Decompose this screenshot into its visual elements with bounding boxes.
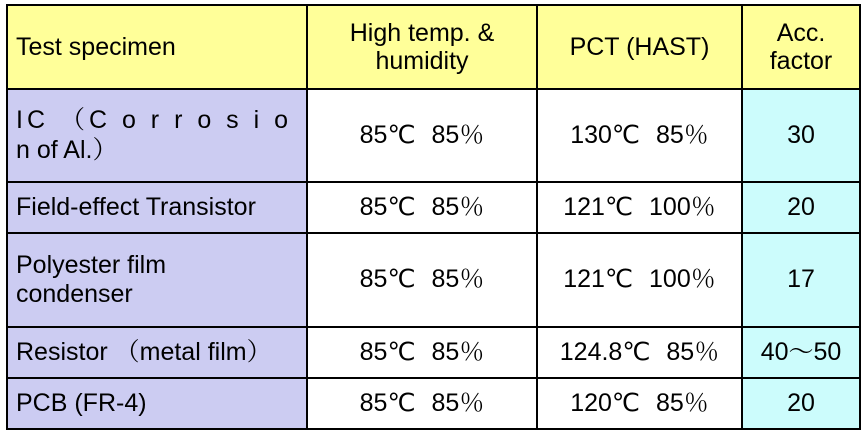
column-header-test-specimen: Test specimen <box>7 5 307 89</box>
column-header-high-temp-humidity <box>307 5 537 89</box>
humidity-rh-value: 85％ <box>431 265 485 294</box>
cell-test-specimen-line2: n of Al.） <box>16 135 118 164</box>
cell-test-specimen <box>7 233 307 326</box>
cell-pct-hast <box>537 182 742 233</box>
table-row <box>7 89 860 182</box>
humidity-temp-value: 85℃ <box>359 337 416 366</box>
pct-temp-value: 130℃ <box>570 120 640 149</box>
header-row <box>7 5 860 89</box>
table-row <box>7 233 860 326</box>
cell-high-temp-humidity <box>307 378 537 429</box>
pct-rh-value: 85％ <box>655 388 709 417</box>
cell-acc-factor: 20 <box>742 182 860 233</box>
cell-pct-hast <box>537 327 742 378</box>
cell-test-specimen: PCB (FR-4) <box>7 378 307 429</box>
acceleration-factor-table <box>6 4 861 430</box>
cell-acc-factor: 30 <box>742 89 860 182</box>
column-header-acc-factor-line1: Acc. <box>776 19 826 47</box>
cell-high-temp-humidity <box>307 182 537 233</box>
pct-value-wrapper <box>546 338 733 367</box>
cell-high-temp-humidity <box>307 89 537 182</box>
cell-test-specimen: Field-effect Transistor <box>7 182 307 233</box>
pct-temp-value: 121℃ <box>563 265 634 294</box>
column-header-high-temp-humidity-line1: High temp. & <box>349 19 495 47</box>
table-body <box>7 89 860 429</box>
humidity-temp-value: 85℃ <box>359 388 416 417</box>
cell-test-specimen <box>7 89 307 182</box>
cell-high-temp-humidity <box>307 233 537 326</box>
cell-acc-factor: 40～50 <box>742 327 860 378</box>
humidity-temp-value: 85℃ <box>359 265 416 294</box>
humidity-rh-value: 85％ <box>431 388 485 417</box>
humidity-rh-value: 85％ <box>431 337 485 366</box>
cell-test-specimen: Resistor （metal film） <box>7 327 307 378</box>
table-row <box>7 327 860 378</box>
column-header-acc-factor <box>742 5 860 89</box>
column-header-pct-hast: PCT (HAST) <box>537 5 742 89</box>
humidity-temp-value: 85℃ <box>359 120 416 149</box>
cell-high-temp-humidity <box>307 327 537 378</box>
pct-temp-value: 124.8℃ <box>559 338 651 367</box>
table-row <box>7 182 860 233</box>
pct-rh-value: 100％ <box>649 193 716 222</box>
humidity-rh-value: 85％ <box>431 120 485 149</box>
pct-rh-value: 85％ <box>655 120 709 149</box>
table-row <box>7 378 860 429</box>
humidity-rh-value: 85％ <box>431 193 485 222</box>
cell-test-specimen-line1: Polyester film <box>16 250 167 279</box>
cell-test-specimen-line2: condenser <box>16 280 133 309</box>
humidity-temp-value: 85℃ <box>359 193 416 222</box>
table-header <box>7 5 860 89</box>
cell-pct-hast <box>537 89 742 182</box>
column-header-acc-factor-line2: factor <box>769 47 833 75</box>
column-header-high-temp-humidity-line2: humidity <box>375 47 469 75</box>
cell-acc-factor: 20 <box>742 378 860 429</box>
pct-rh-value: 100％ <box>649 265 716 294</box>
pct-temp-value: 121℃ <box>563 193 634 222</box>
pct-temp-value: 120℃ <box>570 388 640 417</box>
pct-rh-value: 85％ <box>666 338 720 367</box>
cell-pct-hast <box>537 378 742 429</box>
cell-test-specimen-line1: IC （C o r r o s i o <box>16 106 293 135</box>
cell-acc-factor: 17 <box>742 233 860 326</box>
cell-pct-hast <box>537 233 742 326</box>
